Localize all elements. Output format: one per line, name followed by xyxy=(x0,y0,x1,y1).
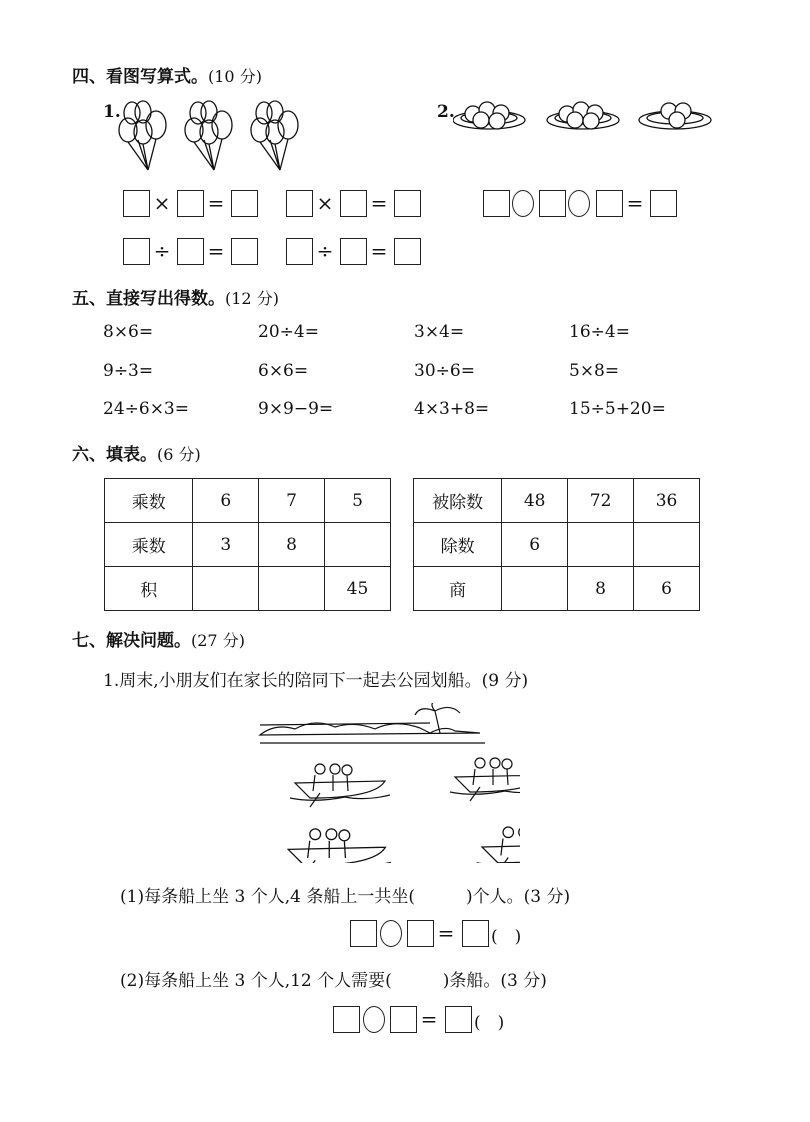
blank-cell[interactable] xyxy=(568,523,634,567)
table-cell: 45 xyxy=(324,567,390,611)
calculation-problem: 24÷6×3= xyxy=(103,399,189,419)
table-cell: 5 xyxy=(324,479,390,523)
calculation-problem: 30÷6= xyxy=(414,361,475,381)
times-sign: × xyxy=(316,191,334,215)
operator-circle[interactable] xyxy=(512,190,534,217)
answer-box[interactable] xyxy=(286,238,313,265)
equals-sign: = xyxy=(207,191,225,215)
table-row xyxy=(105,567,391,611)
blank-cell[interactable] xyxy=(502,567,568,611)
equals-sign: = xyxy=(437,921,455,945)
plates-of-fruit-illustration xyxy=(453,96,715,136)
answer-box[interactable] xyxy=(231,190,258,217)
answer-box[interactable] xyxy=(286,190,313,217)
answer-box[interactable] xyxy=(177,190,204,217)
row-header: 乘数 xyxy=(105,523,193,567)
answer-box[interactable] xyxy=(483,190,510,217)
table-cell: 7 xyxy=(259,479,325,523)
table-row xyxy=(414,567,700,611)
table-cell: 6 xyxy=(193,479,259,523)
answer-box[interactable] xyxy=(394,190,421,217)
answer-box[interactable] xyxy=(462,920,489,947)
section-title: 七、解决问题。 xyxy=(72,631,191,651)
answer-box[interactable] xyxy=(390,1006,417,1033)
answer-box[interactable] xyxy=(650,190,677,217)
answer-box[interactable] xyxy=(123,190,150,217)
unit-blank[interactable]: ( ) xyxy=(491,927,522,947)
answer-box[interactable] xyxy=(445,1006,472,1033)
question-number: 1. xyxy=(103,102,121,122)
divide-sign: ÷ xyxy=(316,239,334,263)
table-cell: 3 xyxy=(193,523,259,567)
subquestion-2-text: (2)每条船上坐 3 个人,12 个人需要( )条船。(3 分) xyxy=(120,971,547,991)
section4-heading xyxy=(72,62,262,87)
subquestion-1-text: (1)每条船上坐 3 个人,4 条船上一共坐( )个人。(3 分) xyxy=(120,887,571,907)
equals-sign: = xyxy=(370,191,388,215)
question-number: 2. xyxy=(437,102,455,122)
blank-cell[interactable] xyxy=(259,567,325,611)
section6-heading xyxy=(72,440,201,465)
answer-box[interactable] xyxy=(231,238,258,265)
section7-heading xyxy=(72,626,245,651)
answer-box[interactable] xyxy=(596,190,623,217)
answer-box[interactable] xyxy=(539,190,566,217)
row-header: 积 xyxy=(105,567,193,611)
table-cell: 48 xyxy=(502,479,568,523)
answer-box[interactable] xyxy=(123,238,150,265)
calculation-problem: 15÷5+20= xyxy=(569,399,666,419)
section-title: 五、直接写出得数。 xyxy=(72,289,225,309)
answer-box[interactable] xyxy=(340,190,367,217)
calculation-problem: 8×6= xyxy=(103,322,154,342)
section-points: (12 分) xyxy=(225,289,279,308)
section-points: (10 分) xyxy=(208,67,262,86)
multiplication-table xyxy=(104,478,391,611)
section-title: 四、看图写算式。 xyxy=(72,67,208,87)
section-title: 六、填表。 xyxy=(72,445,157,465)
table-row xyxy=(414,523,700,567)
row-header: 商 xyxy=(414,567,502,611)
blank-cell[interactable] xyxy=(634,523,700,567)
blank-cell[interactable] xyxy=(324,523,390,567)
table-cell: 6 xyxy=(634,567,700,611)
table-cell: 72 xyxy=(568,479,634,523)
table-cell: 8 xyxy=(259,523,325,567)
table-row xyxy=(105,479,391,523)
answer-box[interactable] xyxy=(177,238,204,265)
answer-box[interactable] xyxy=(394,238,421,265)
answer-box[interactable] xyxy=(407,920,434,947)
division-table xyxy=(413,478,700,611)
row-header: 被除数 xyxy=(414,479,502,523)
table-row xyxy=(414,479,700,523)
equals-sign: = xyxy=(420,1007,438,1031)
divide-sign: ÷ xyxy=(153,239,171,263)
operator-circle[interactable] xyxy=(380,920,402,947)
table-cell: 36 xyxy=(634,479,700,523)
calculation-problem: 9÷3= xyxy=(103,361,154,381)
answer-box[interactable] xyxy=(340,238,367,265)
calculation-problem: 16÷4= xyxy=(569,322,630,342)
calculation-problem: 4×3+8= xyxy=(414,399,490,419)
calculation-problem: 9×9−9= xyxy=(258,399,334,419)
operator-circle[interactable] xyxy=(568,190,590,217)
answer-box[interactable] xyxy=(333,1006,360,1033)
table-cell: 8 xyxy=(568,567,634,611)
table-row xyxy=(105,523,391,567)
calculation-problem: 5×8= xyxy=(569,361,620,381)
times-sign: × xyxy=(153,191,171,215)
section5-heading xyxy=(72,284,279,309)
equals-sign: = xyxy=(370,239,388,263)
calculation-problem: 20÷4= xyxy=(258,322,319,342)
unit-blank[interactable]: ( ) xyxy=(474,1013,505,1033)
equals-sign: = xyxy=(626,191,644,215)
operator-circle[interactable] xyxy=(363,1006,385,1033)
table-cell: 6 xyxy=(502,523,568,567)
equals-sign: = xyxy=(207,239,225,263)
blank-cell[interactable] xyxy=(193,567,259,611)
section-points: (27 分) xyxy=(191,631,245,650)
answer-box[interactable] xyxy=(350,920,377,947)
row-header: 乘数 xyxy=(105,479,193,523)
problem-text: 1.周末,小朋友们在家长的陪同下一起去公园划船。(9 分) xyxy=(103,671,529,691)
calculation-problem: 6×6= xyxy=(258,361,309,381)
row-header: 除数 xyxy=(414,523,502,567)
section-points: (6 分) xyxy=(157,445,201,464)
calculation-problem: 3×4= xyxy=(414,322,465,342)
balloons-illustration xyxy=(118,100,313,175)
boating-illustration xyxy=(255,703,520,863)
